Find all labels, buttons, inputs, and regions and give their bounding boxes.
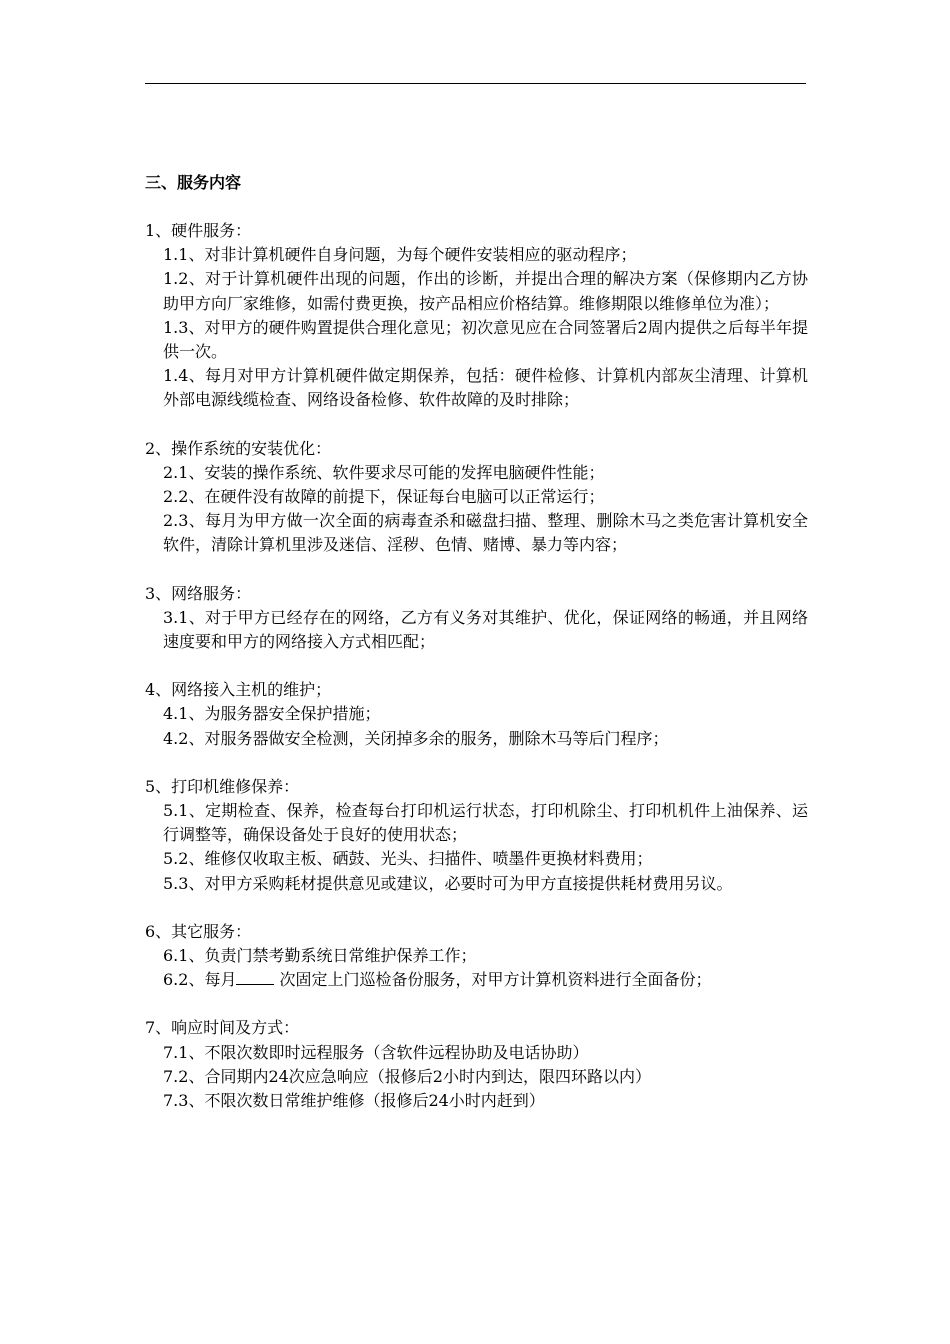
list-item: 1.1、对非计算机硬件自身问题，为每个硬件安装相应的驱动程序； — [163, 245, 637, 265]
section-host-maintenance — [145, 678, 810, 751]
list-item: 1.2、对于计算机硬件出现的问题，作出的诊断，并提出合理的解决方案（保修期内乙方协助甲方向厂家维修，如需付费更换，按产品相应价格结算。维修期限以维修单位为准）； — [163, 269, 808, 313]
section-hardware-service — [145, 219, 810, 413]
list-item: 4.2、对服务器做安全检测，关闭掉多余的服务，删除木马等后门程序； — [163, 728, 669, 748]
list-item: 7.1、不限次数即时远程服务（含软件远程协助及电话协助） — [163, 1042, 589, 1062]
section-network-service — [145, 582, 810, 655]
section-os-install — [145, 437, 810, 558]
fill-in-blank — [236, 970, 274, 985]
list-item: 2.3、每月为甲方做一次全面的病毒查杀和磁盘扫描、整理、删除木马之类危害计算机安全软件，清除计算机里涉及迷信、淫秽、色情、赌博、暴力等内容； — [163, 511, 808, 555]
section-heading: 2、操作系统的安装优化： — [145, 438, 332, 458]
list-item: 7.3、不限次数日常维护维修（报修后24小时内赶到） — [163, 1091, 545, 1111]
list-item: 5.1、定期检查、保养，检查每台打印机运行状态，打印机除尘、打印机机件上油保养、运行调整等，确保设备处于良好的使用状态； — [163, 801, 808, 845]
section-response-time — [145, 1016, 810, 1113]
section-heading: 3、网络服务： — [145, 583, 252, 603]
section-heading: 5、打印机维修保养： — [145, 776, 300, 796]
section-title: 三、服务内容 — [145, 173, 242, 192]
list-item: 4.1、为服务器安全保护措施； — [163, 704, 381, 724]
item-text-before-blank: 6.2、每月 — [163, 970, 237, 990]
list-item: 2.2、在硬件没有故障的前提下，保证每台电脑可以正常运行； — [163, 487, 605, 507]
section-heading: 4、网络接入主机的维护； — [145, 680, 332, 700]
document-body — [145, 171, 810, 1137]
section-heading: 7、响应时间及方式： — [145, 1018, 300, 1038]
section-heading: 6、其它服务： — [145, 921, 252, 941]
list-item: 2.1、安装的操作系统、软件要求尽可能的发挥电脑硬件性能； — [163, 462, 605, 482]
list-item: 5.3、对甲方采购耗材提供意见或建议，必要时可为甲方直接提供耗材费用另议。 — [163, 873, 733, 893]
list-item — [145, 968, 808, 992]
list-item: 5.2、维修仅收取主板、硒鼓、光头、扫描件、喷墨件更换材料费用； — [163, 849, 653, 869]
list-item: 3.1、对于甲方已经存在的网络，乙方有义务对其维护、优化，保证网络的畅通，并且网络速度要和甲方的网络接入方式相匹配； — [163, 607, 808, 652]
section-other-services — [145, 920, 810, 993]
header-rule — [145, 83, 806, 84]
list-item: 1.3、对甲方的硬件购置提供合理化意见；初次意见应在合同签署后2周内提供之后每半年提供一次。 — [163, 317, 808, 362]
item-text-after-blank: 次固定上门巡检备份服务，对甲方计算机资料进行全面备份； — [279, 970, 712, 990]
list-item: 1.4、每月对甲方计算机硬件做定期保养，包括：硬件检修、计算机内部灰尘清理、计算机外部电源线缆检查、网络设备检修、软件故障的及时排除； — [163, 366, 808, 410]
list-item: 7.2、合同期内24次应急响应（报修后2小时内到达，限四环路以内） — [163, 1066, 651, 1086]
section-printer-maintenance — [145, 775, 810, 896]
list-item: 6.1、负责门禁考勤系统日常维护保养工作； — [163, 946, 477, 966]
section-heading: 1、硬件服务： — [145, 221, 252, 240]
